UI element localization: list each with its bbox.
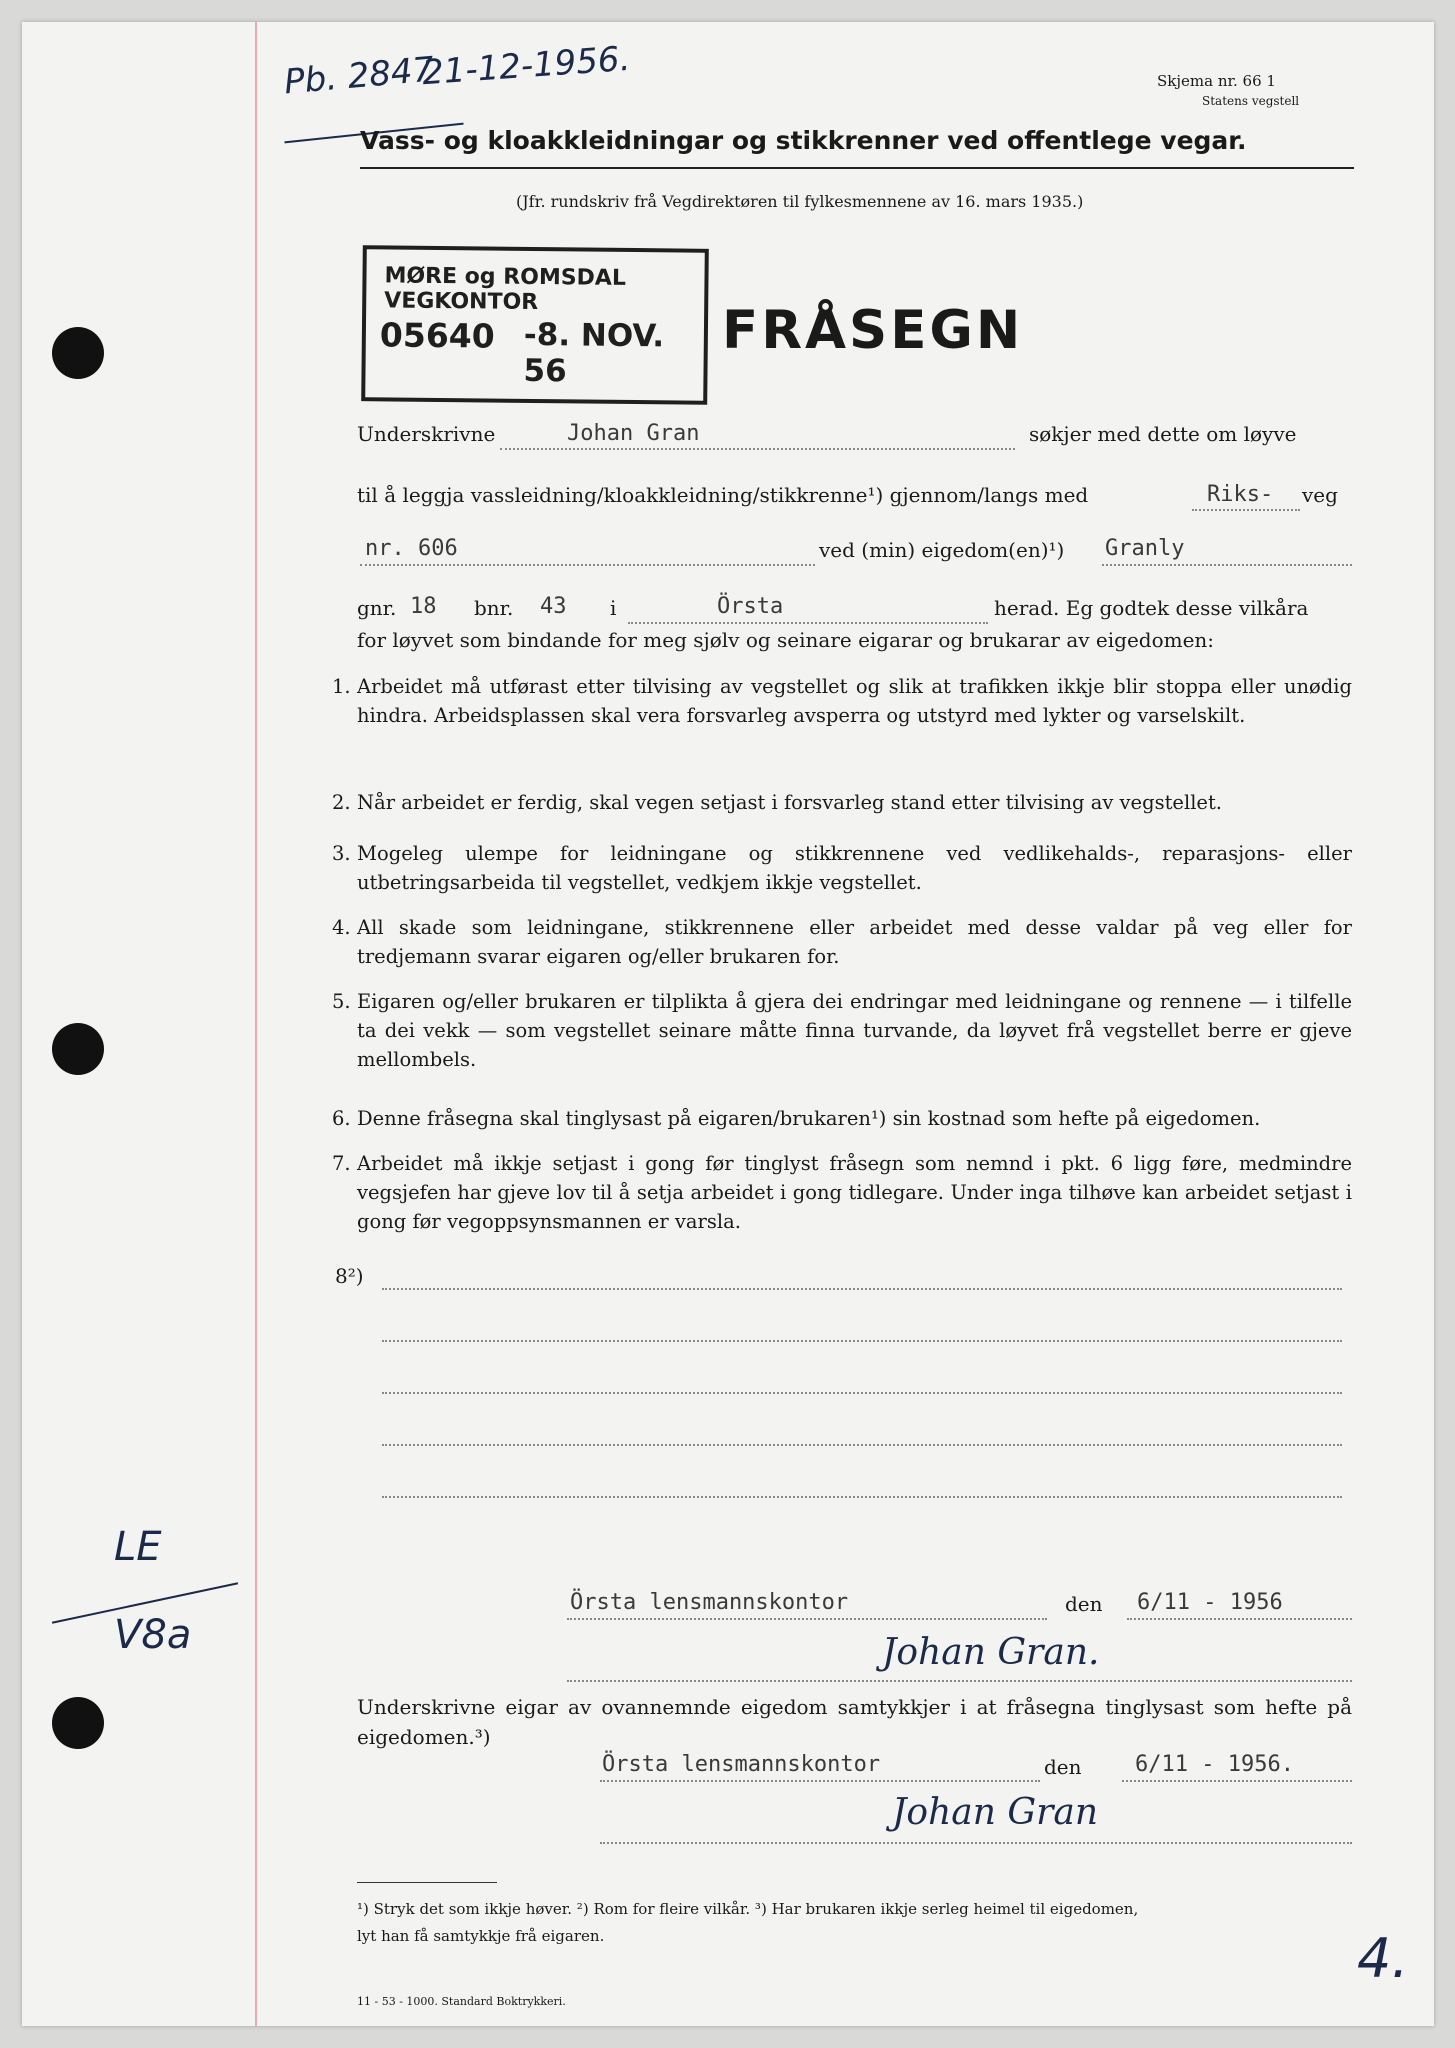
signature1-line bbox=[567, 1680, 1352, 1682]
handwritten-date: 21-12-1956. bbox=[420, 38, 632, 94]
applicant-name: Johan Gran bbox=[567, 421, 700, 446]
signature1-place: Örsta lensmannskontor bbox=[570, 1590, 849, 1615]
signature2-date-line bbox=[1122, 1780, 1352, 1782]
form-heading: FRÅSEGN bbox=[722, 300, 1024, 361]
road-label: veg bbox=[1302, 483, 1338, 507]
road-number-line bbox=[360, 564, 815, 566]
property-label: ved (min) eigedom(en)¹) bbox=[819, 538, 1065, 562]
gnr-label: gnr. bbox=[357, 596, 397, 620]
stamp-office: MØRE og ROMSDAL VEGKONTOR bbox=[384, 263, 627, 316]
extra-condition-label: 8²) bbox=[335, 1264, 364, 1288]
signature2-date: 6/11 - 1956. bbox=[1135, 1752, 1294, 1777]
signature2-place-line bbox=[600, 1780, 1040, 1782]
signature1-date: 6/11 - 1956 bbox=[1137, 1590, 1283, 1615]
document-page bbox=[22, 22, 1434, 2026]
applicant-line bbox=[500, 448, 1015, 450]
punch-hole bbox=[52, 327, 104, 379]
title-rule bbox=[360, 167, 1354, 169]
gnr-value: 18 bbox=[410, 594, 437, 619]
municipality: Örsta bbox=[717, 594, 784, 619]
bnr-value: 43 bbox=[540, 594, 567, 619]
condition-item: 7. Arbeidet må ikkje setjast i gong før tinglyst fråsegn som nemnd i pkt. 6 ligg føre, medmindre vegsjefen har gjeve lov til å setja arbeidet i gong tidlegare. Under inga tilhøve kan arbeidet setjast i gong før vegoppsynsmannen er varsla. bbox=[332, 1152, 1352, 1233]
office-stamp bbox=[361, 245, 709, 405]
punch-hole bbox=[52, 1697, 104, 1749]
margin-note-bottom: V8a bbox=[114, 1612, 192, 1658]
signature1-den-label: den bbox=[1065, 1592, 1103, 1616]
footnote-line2: lyt han få samtykkje frå eigaren. bbox=[357, 1927, 605, 1945]
signature1-signature: Johan Gran. bbox=[882, 1632, 1100, 1673]
road-number: nr. 606 bbox=[365, 536, 458, 561]
form-subtitle: (Jfr. rundskriv frå Vegdirektøren til fylkesmennene av 16. mars 1935.) bbox=[516, 192, 1084, 211]
margin-note-top: LE bbox=[114, 1524, 162, 1570]
footnote-rule bbox=[357, 1882, 497, 1883]
condition-item: 4. All skade som leidningane, stikkrennene eller arbeidet med desse valdar på veg eller for tredjemann svarar eigaren og/eller brukaren for. bbox=[332, 916, 1352, 968]
bnr-label: bnr. bbox=[474, 596, 514, 620]
margin-rule bbox=[255, 22, 257, 2026]
condition-item: 2. Når arbeidet er ferdig, skal vegen setjast i forsvarleg stand etter tilvising av vegstellet. bbox=[332, 791, 1223, 814]
road-type-line bbox=[1192, 509, 1300, 511]
extra-condition-line bbox=[382, 1444, 1342, 1446]
extra-condition-line bbox=[382, 1392, 1342, 1394]
signature2-signature: Johan Gran bbox=[892, 1792, 1098, 1833]
signature1-date-line bbox=[1127, 1618, 1352, 1620]
printer-line: 11 - 53 - 1000. Standard Boktrykkeri. bbox=[357, 1995, 566, 2008]
punch-hole bbox=[52, 1023, 104, 1075]
form-number: Skjema nr. 66 1 bbox=[1157, 72, 1276, 90]
condition-item: 1. Arbeidet må utførast etter tilvising av vegstellet og slik at trafikken ikkje blir stoppa eller unødig hindra. Arbeidsplassen skal vera forsvarleg avsperra og utstyrd med lykter og varselskilt. bbox=[332, 675, 1352, 727]
signature2-den-label: den bbox=[1044, 1755, 1082, 1779]
herad-text: herad. Eg godtek desse vilkåra bbox=[994, 596, 1309, 620]
extra-condition-line bbox=[382, 1288, 1342, 1290]
condition-item: 6. Denne fråsegna skal tinglysast på eigaren/brukaren¹) sin kostnad som hefte på eigedomen. bbox=[332, 1107, 1261, 1130]
page-mark: 4. bbox=[1357, 1927, 1409, 1990]
form-issuer: Statens vegstell bbox=[1202, 94, 1300, 108]
signature1-place-line bbox=[567, 1618, 1047, 1620]
signature2-place: Örsta lensmannskontor bbox=[602, 1752, 881, 1777]
handwritten-reference: Pb. 2847 bbox=[282, 49, 436, 103]
footnote-line1: ¹) Stryk det som ikkje høver. ²) Rom for fleire vilkår. ³) Har brukaren ikkje serleg heimel til eigedomen, bbox=[357, 1900, 1139, 1918]
extra-condition-line bbox=[382, 1496, 1342, 1498]
stamp-date: -8. NOV. 56 bbox=[523, 316, 665, 390]
stamp-number: 05640 bbox=[379, 315, 495, 356]
condition-item: 5. Eigaren og/eller brukaren er tilplikta å gjera dei endringar med leidningane og rennene — i tilfelle ta dei vekk — som vegstellet seinare måtte finna turvande, da løyvet frå vegstellet berre er gjeve mellombels. bbox=[332, 990, 1352, 1071]
conditions-intro: for løyvet som bindande for meg sjølv og seinare eigarar og brukarar av eigedomen: bbox=[357, 628, 1215, 652]
in-label: i bbox=[610, 596, 617, 620]
consent-text: Underskrivne eigar av ovannemnde eigedom samtykkjer i at fråsegna tinglysast som hefte på eigedomen.³) bbox=[357, 1695, 1352, 1749]
property-name: Granly bbox=[1105, 536, 1185, 561]
property-line bbox=[1102, 564, 1352, 566]
form-title: Vass- og kloakkleidningar og stikkrenner ved offentlege vegar. bbox=[360, 126, 1247, 155]
condition-item: 3. Mogeleg ulempe for leidningane og stikkrennene ved vedlikehalds-, reparasjons- eller utbetringsarbeida til vegstellet, vedkjem ikkje vegstellet. bbox=[332, 842, 1352, 894]
signature2-line bbox=[600, 1842, 1352, 1844]
applicant-label: Underskrivne bbox=[357, 422, 496, 446]
applicant-text: søkjer med dette om løyve bbox=[1029, 422, 1297, 446]
extra-condition-line bbox=[382, 1340, 1342, 1342]
municipality-line bbox=[628, 622, 988, 624]
road-type: Riks- bbox=[1207, 482, 1274, 507]
application-text: til å leggja vassleidning/kloakkleidning/stikkrenne¹) gjennom/langs med bbox=[357, 483, 1089, 507]
